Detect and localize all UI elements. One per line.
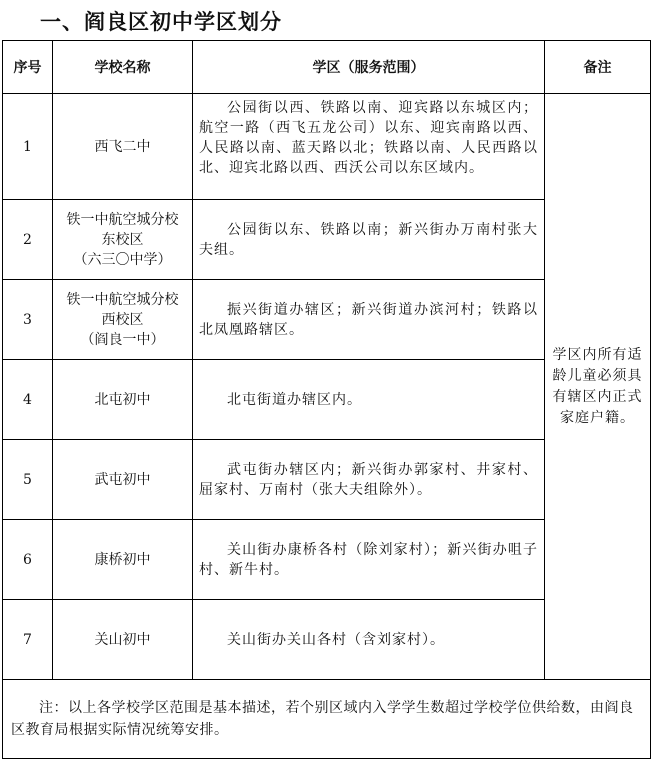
row-area: 关山街办关山各村（含刘家村）。 (193, 600, 545, 680)
row-seq: 2 (3, 200, 53, 280)
header-seq: 序号 (3, 41, 53, 94)
school-name-line: （阎良一中） (80, 331, 165, 348)
row-school (53, 280, 193, 360)
school-name-line: 东校区 (101, 231, 144, 248)
school-name-line: 康桥初中 (94, 551, 151, 568)
school-name-line: 西飞二中 (94, 138, 151, 155)
row-area: 公园街以西、铁路以南、迎宾路以东城区内；航空一路（西飞五龙公司）以东、迎宾南路以西、人民路以南、蓝天路以北；铁路以南、人民西路以北、迎宾北路以西、西沃公司以东区域内。 (193, 94, 545, 200)
row-seq: 5 (3, 440, 53, 520)
header-remark: 备注 (545, 41, 651, 94)
row-school (53, 200, 193, 280)
row-area: 武屯街办辖区内；新兴街办郭家村、井家村、屈家村、万南村（张大夫组除外）。 (193, 440, 545, 520)
page-title: 一、阎良区初中学区划分 (40, 10, 282, 34)
school-name-line: 西校区 (101, 311, 144, 328)
school-name-line: 铁一中航空城分校 (66, 291, 179, 308)
school-name-line: 铁一中航空城分校 (66, 211, 179, 228)
school-name-line: 北屯初中 (94, 391, 151, 408)
row-seq: 1 (3, 94, 53, 200)
row-seq: 4 (3, 360, 53, 440)
row-area: 北屯街道办辖区内。 (193, 360, 545, 440)
note-row (3, 680, 651, 759)
remark-cell: 学区内所有适龄儿童必须具有辖区内正式家庭户籍。 (545, 94, 651, 680)
school-name-line: （六三〇中学） (73, 251, 172, 268)
table-row (3, 94, 651, 200)
row-seq: 3 (3, 280, 53, 360)
row-seq: 6 (3, 520, 53, 600)
header-row (3, 41, 651, 94)
row-area: 公园街以东、铁路以南；新兴街办万南村张大夫组。 (193, 200, 545, 280)
row-seq: 7 (3, 600, 53, 680)
header-school: 学校名称 (53, 41, 193, 94)
row-school (53, 600, 193, 680)
footnote: 注：以上各学校学区范围是基本描述，若个别区域内入学学生数超过学校学位供给数，由阎良区教育局根据实际情况统筹安排。 (3, 680, 651, 759)
school-name-line: 武屯初中 (94, 471, 151, 488)
row-school (53, 94, 193, 200)
school-district-table (2, 40, 651, 759)
row-area: 关山街办康桥各村（除刘家村）；新兴街办咀子村、新牛村。 (193, 520, 545, 600)
school-name-line: 关山初中 (94, 631, 151, 648)
row-school (53, 520, 193, 600)
row-area: 振兴街道办辖区；新兴街道办滨河村；铁路以北凤凰路辖区。 (193, 280, 545, 360)
row-school (53, 360, 193, 440)
header-area: 学区（服务范围） (193, 41, 545, 94)
row-school (53, 440, 193, 520)
